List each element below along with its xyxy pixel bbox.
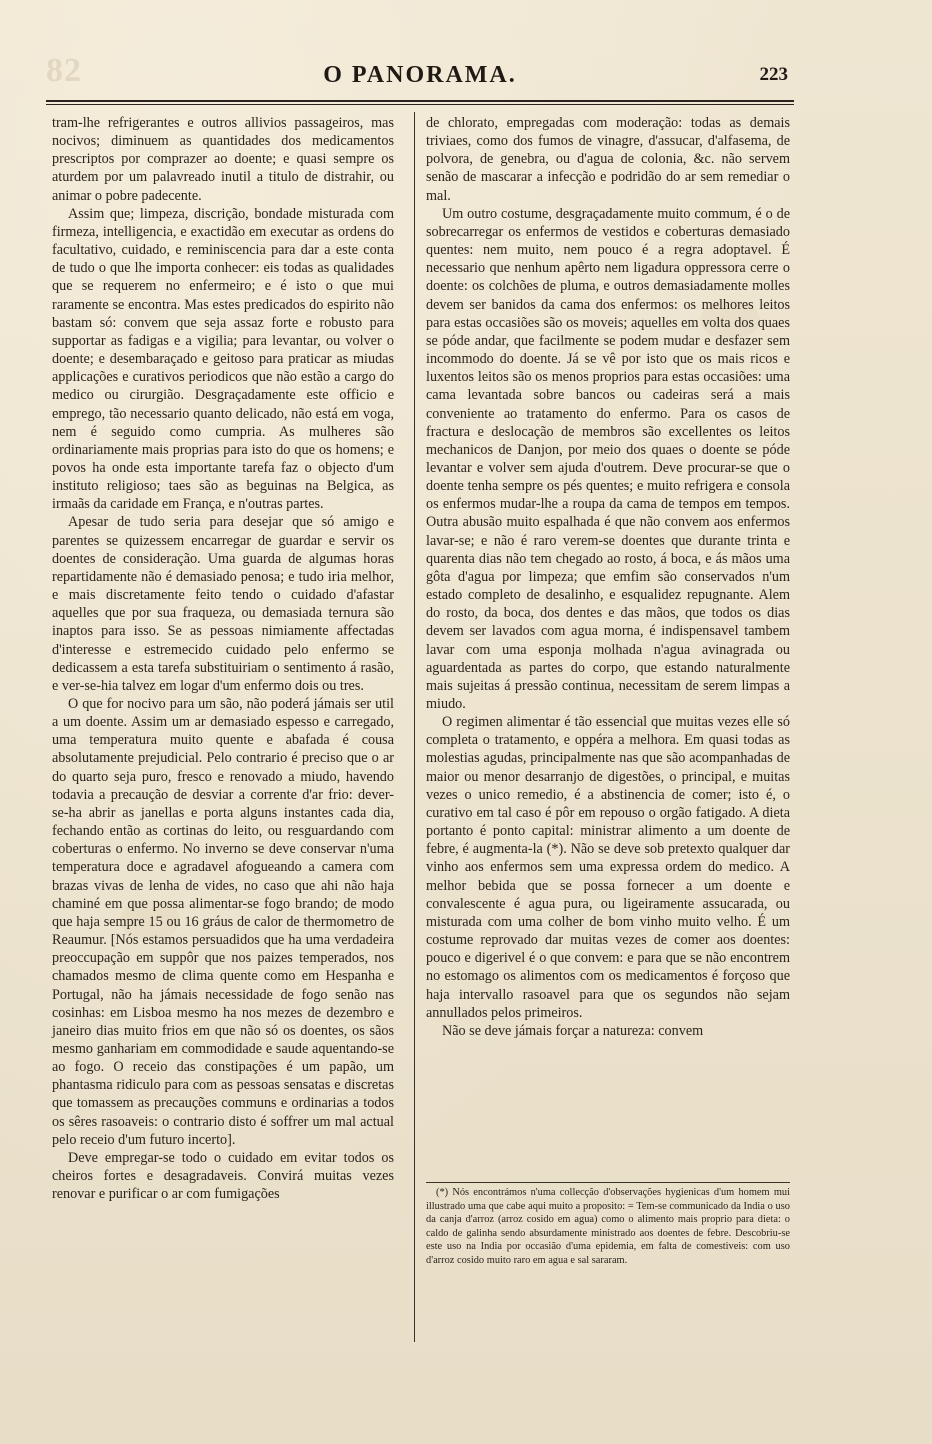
paragraph: Assim que; limpeza, discrição, bondade misturada com firmeza, intelligencia, e exactidão em executar as ordens do facultativo, cuidado, e reminiscencia para dar a este conta de tudo o que lhe importa conhecer: eis todas as qualidades que se requerem no enfermeiro; e é isto o que mui raramente se encontra. Mas estes predicados do espirito não bastam só: convem que seja assaz forte e robusto para supportar as fadigas e a vigilia; para levantar, ou volver o doente; e desembaraçado e geitoso para praticar as miudas applicações e curativos periodicos que não estão a cargo do medico ou cirurgião. Desgraçadamente este officio e emprego, tão necessario quanto delicado, não está em voga, nem é seguido como cumpria. As mulheres são ordinariamente mais proprias para isto do que os homens; e povos ha onde esta importante tarefa faz o objecto d'um instituto religioso; taes são as beguinas na Belgica, as irmaãs da caridade em França, e n'outras partes. xyxy=(52,205,394,513)
footnote xyxy=(426,1186,790,1268)
header-rule xyxy=(46,100,794,102)
left-column xyxy=(52,114,394,1203)
right-column xyxy=(426,114,790,1040)
paragraph: tram-lhe refrigerantes e outros allivios passageiros, mas nocivos; diminuem as quantidades dos medicamentos prescriptos por comprazer ao doente; e quasi sempre os aturdem por um palavreado inutil a titulo de distrahir, ou animar o pobre padecente. xyxy=(52,115,394,204)
paragraph: Não se deve jámais forçar a natureza: convem xyxy=(442,1022,704,1039)
paragraph: Um outro costume, desgraçadamente muito commum, é o de sobrecarregar os enfermos de vestidos e coberturas demasiado quentes: nem muito, nem pouco é a regra adoptavel. É necessario que nenhum apêrto nem ligadura oppressora cerre o doente: os colchões de pluma, e outros demasiadamente molles devem ser banidos da cama dos enfermos: os melhores leitos para estas occasiões são os moveis; aquelles em volta dos quaes se póde andar, que facilmente se podem mudar e desfazer sem incommodo do doente. Já se vê por isto que os mais ricos e luxentos leitos são os menos proprios para estas occasiões: uma cama levantada sobre bancos ou cadeiras será a mais conveniente ao tratamento do enfermo. Para os casos de fractura e deslocação de membros são excellentes os leitos mechanicos de Danjon, por meio dos quaes o doente se póde levantar e volver sem ajuda d'outrem. Deve procurar-se que o doente tenha sempre os pés quentes; e muito refrigera e consola os enfermos mudar-lhe a roupa da cama de tempos em tempos. Outra abusão muito espalhada é que não convem aos enfermos lavar-se; e não é raro verem-se doentes que durante trinta e quarenta dias não tem chegado ao rosto, á boca, e ás mãos uma gôta d'agua por limpeza; que emfim são conservados n'um estado completo de desalinho, e esqualidez repugnante. Alem do rosto, da boca, dos dentes e das mãos, que todos os dias devem ser lavados com agua morna, é indispensavel tambem lavar com uma esponja molhada n'agua avinagrada ou aguardentada as partes do corpo, que estando naturalmente mais sujeitas á pressão continua, necessitam de serem limpas a miudo. xyxy=(426,205,790,712)
footnote-text: (*) Nós encontrámos n'uma collecção d'observações hygienicas d'um homem mui illustrado uma que cabe aqui muito a proposito: = Tem-se communicado da India o uso da canja d'arroz (arroz cosido em agua) como o alimento mais proprio para dieta: o caldo de galinha sendo absurdamente ministrado aos doentes de febre. Descobriu-se este uso na India por occasião d'uma epidemia, em falta de comestiveis: com uso d'arroz cosido muito raro em agua e sal sararam. xyxy=(426,1187,790,1266)
journal-title: O PANORAMA. xyxy=(323,62,517,88)
paragraph: Deve empregar-se todo o cuidado em evitar todos os cheiros fortes e desagradaveis. Convirá muitas vezes renovar e purificar o ar com fumigações xyxy=(52,1149,394,1203)
column-divider xyxy=(414,112,415,1342)
bleed-through-page-number: 82 xyxy=(46,52,82,89)
paragraph: Apesar de tudo seria para desejar que só amigo e parentes se quizessem encarregar de guardar e servir os doentes de consideração. Uma guarda de algumas horas repartidamente não é demasiado penosa; e tudo iria melhor, e mais discretamente feito tendo o cuidado d'afastar aquelles que por sua fraqueza, ou demasiada ternura são inaptos para isso. Se as pessoas nimiamente affectadas d'interesse e estremecido cuidado pelo enfermo se dedicassem a esta tarefa substituiriam o sentimento á rasão, e ver-se-hia talvez em logar d'um enfermo dois ou tres. xyxy=(52,514,394,694)
header-rule-thin xyxy=(46,104,794,105)
footnote-rule xyxy=(426,1182,790,1183)
paragraph: O regimen alimentar é tão essencial que muitas vezes elle só completa o tratamento, e oppéra a melhora. Em quasi todas as molestias agudas, principalmente nas que são acompanhadas de maior ou menor desarranjo de digestões, o principal, e muitas vezes o unico remedio, é a abstinencia de comer; isto é, o curativo em tal caso é pôr em repouso o orgão fatigado. A dieta portanto é ponto capital: ministrar alimento a um doente de febre, é augmenta-la (*). Não se deve sob pretexto qualquer dar vinho aos enfermos sem uma expressa ordem do medico. A melhor bebida que se possa fornecer a um doente e convalescente é agua pura, ou ligeiramente assucarada, ou misturada com uma colher de bom vinho muito velho. É um costume reprovado dar muitas vezes de comer aos doentes: pouco e digerivel é o que convem: e para que se não encontrem no estomago os alimentos com os medicamentos é forçoso que haja intervallo rasoavel para que os segundos não sejam annullados pelos primeiros. xyxy=(426,714,790,1021)
page-number: 223 xyxy=(759,64,788,85)
paragraph: de chlorato, empregadas com moderação: todas as demais triviaes, como dos fumos de vinagre, d'assucar, d'alfasema, de polvora, de genebra, ou d'agua de colonia, &c. não servem senão de mascarar a infecção e podridão do ar sem remediar o mal. xyxy=(426,115,790,204)
paragraph: O que for nocivo para um são, não poderá jámais ser util a um doente. Assim um ar demasiado espesso e carregado, uma temperatura muito quente e abafada é cousa absolutamente prejudicial. Pelo contrario é preciso que o ar do quarto seja puro, fresco e renovado a miudo, havendo todavia a precaução de desviar a corrente d'ar frio: dever-se-ha abrir as janellas e porta alguns instantes cada dia, fechando então as cortinas do leito, ou resguardando com coberturas o enfermo. No inverno se deve conservar n'uma temperatura doce e agradavel afogueando a camera com brazas vivas de lenha de vides, no caso que ahi não haja chaminé em que possa alimentar-se fogo brando; de modo que haja sempre 15 ou 16 gráus de calor de thermometro de Reaumur. [Nós estamos persuadidos que ha uma verdadeira preoccupação em suppôr que nos paizes temperados, nos chamados mesmo de clima quente como em Hespanha e Portugal, não ha jámais necessidade de fogo senão nas cosinhas: em Lisboa mesmo ha nos mezes de dezembro e janeiro dias muito frios em que não só os doentes, os sãos mesmo ganhariam em commodidade e saude aquentando-se ao fogo. O receio das constipações é um papão, um phantasma ridiculo para com as pessoas sensatas e discretas que tomassem as precauções communs e ordinarias a todos os sêres rasoaveis: o contrario disto é soffrer um mal actual pelo receio d'um futuro incerto]. xyxy=(52,696,394,1148)
masthead xyxy=(46,58,794,98)
